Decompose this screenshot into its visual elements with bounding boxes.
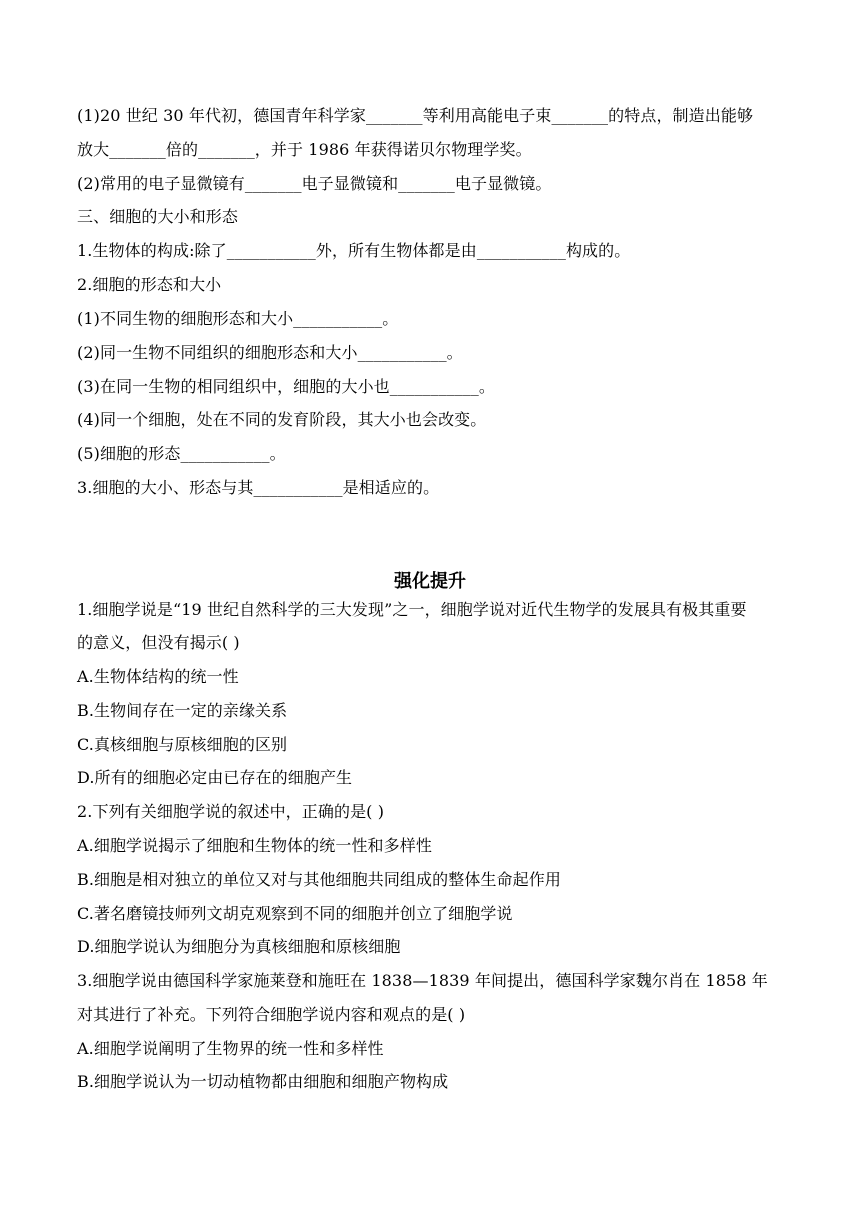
answer-option: B.细胞是相对独立的单位又对与其他细胞共同组成的整体生命起作用 xyxy=(77,870,561,889)
answer-option: D.所有的细胞必定由已存在的细胞产生 xyxy=(77,768,353,787)
text-line: (3)在同一生物的相同组织中，细胞的大小也___________。 xyxy=(77,377,495,396)
text-line: 放大_______倍的_______，并于 1986 年获得诺贝尔物理学奖。 xyxy=(77,140,532,159)
text-line: (2)同一生物不同组织的细胞形态和大小___________。 xyxy=(77,343,463,362)
text-line: 1.生物体的构成:除了___________外，所有生物体都是由___________构成的。 xyxy=(77,241,631,260)
text-line: 2.细胞的形态和大小 xyxy=(77,275,222,294)
question-text: 对其进行了补充。下列符合细胞学说内容和观点的是( ) xyxy=(77,1005,466,1024)
answer-option: A.生物体结构的统一性 xyxy=(77,667,239,686)
answer-option: C.真核细胞与原核细胞的区别 xyxy=(77,735,288,754)
answer-option: D.细胞学说认为细胞分为真核细胞和原核细胞 xyxy=(77,937,401,956)
text-line: 3.细胞的大小、形态与其___________是相适应的。 xyxy=(77,478,440,497)
answer-option: C.著名磨镜技师列文胡克观察到不同的细胞并创立了细胞学说 xyxy=(77,904,513,923)
text-line: (2)常用的电子显微镜有_______电子显微镜和_______电子显微镜。 xyxy=(77,174,552,193)
question-text: 的意义，但没有揭示( ) xyxy=(77,633,240,652)
section-subheading: 三、细胞的大小和形态 xyxy=(77,207,239,226)
text-line: (5)细胞的形态___________。 xyxy=(77,444,286,463)
text-line: (1)20 世纪 30 年代初，德国青年科学家_______等利用高能电子束_______的特点，制造出能够 xyxy=(77,106,754,125)
text-line: (1)不同生物的细胞形态和大小___________。 xyxy=(77,309,399,328)
section-title: 强化提升 xyxy=(394,571,466,592)
answer-option: B.生物间存在一定的亲缘关系 xyxy=(77,701,288,720)
question-text: 2.下列有关细胞学说的叙述中，正确的是( ) xyxy=(77,802,385,821)
answer-option: A.细胞学说揭示了细胞和生物体的统一性和多样性 xyxy=(77,836,432,855)
question-text: 3.细胞学说由德国科学家施莱登和施旺在 1838—1839 年间提出，德国科学家魏尔肖在 1858 年 xyxy=(77,971,768,990)
text-line: (4)同一个细胞，处在不同的发育阶段，其大小也会改变。 xyxy=(77,410,487,429)
question-text: 1.细胞学说是“19 世纪自然科学的三大发现”之一，细胞学说对近代生物学的发展具有极其重要 xyxy=(77,600,747,619)
answer-option: A.细胞学说阐明了生物界的统一性和多样性 xyxy=(77,1039,384,1058)
answer-option: B.细胞学说认为一切动植物都由细胞和细胞产物构成 xyxy=(77,1072,449,1091)
